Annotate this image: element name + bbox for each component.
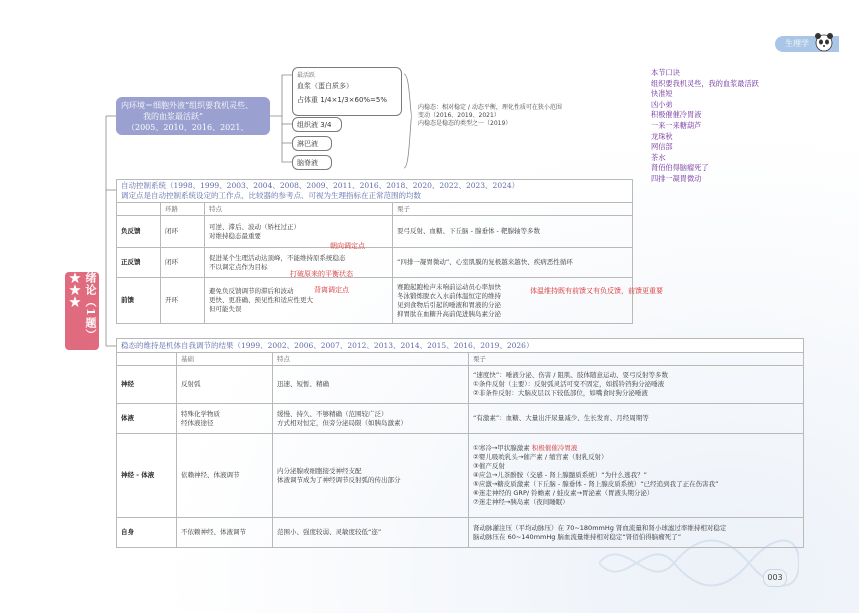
table2-header-basis: 基础 bbox=[177, 353, 273, 366]
row-label-autoregulation: 自身 bbox=[117, 518, 177, 548]
homeostasis-note bbox=[418, 104, 608, 128]
note-line1: 内稳态：相对稳定 / 动态平衡，理化性质可在狭小范围 bbox=[418, 104, 562, 111]
table1-title-row bbox=[117, 180, 633, 203]
table-row bbox=[117, 248, 633, 278]
row-basis bbox=[177, 404, 273, 434]
mnemonic-line: 本节口诀 bbox=[651, 68, 680, 77]
table1-title-line2: 调定点是自动控制系统设定的工作点、比较器的参考点、可视为生理指标在正常范围的均数 bbox=[121, 191, 421, 200]
cerebrospinal-fluid: 脑脊液 bbox=[292, 155, 332, 170]
example-line: ②非条件反射：大脑皮层以下较低部位，如嘴食时狗分泌唾液 bbox=[473, 389, 648, 397]
root-years: （2005、2010、2016、2021、2025） bbox=[127, 123, 249, 143]
row-loop: 闭环 bbox=[161, 248, 205, 278]
row-feature bbox=[273, 404, 469, 434]
mnemonic-line: 组织要我机灵些，我的血浆最活跃 bbox=[651, 78, 759, 88]
row-label-positive-feedback: 正反馈 bbox=[117, 248, 161, 278]
row-example: “四排一凝胃微动”、心室肌膜的复极越来越快、疾病恶性循环 bbox=[393, 248, 633, 278]
feature-line: 但可能失误 bbox=[209, 305, 242, 313]
table2-header-feature: 特点 bbox=[273, 353, 469, 366]
row-feature bbox=[205, 278, 393, 324]
mnemonic-line: 四排一凝胃微动 bbox=[651, 173, 702, 183]
row-loop: 闭环 bbox=[161, 216, 205, 248]
mnemonic-notes bbox=[651, 68, 851, 185]
example-line: “速度快”：唾液分泌、伤害 / 阻肌、肢体随意运动、耍弓反射等多数 bbox=[473, 371, 669, 379]
mnemonic-line: 网信部 bbox=[651, 142, 673, 152]
feature-line: 对维持稳态最重要 bbox=[209, 231, 261, 240]
feature-line: 方式相对恒定，但旁分泌局限（如胰岛激素） bbox=[277, 418, 407, 427]
row-basis: 不依赖神经、体液调节 bbox=[177, 518, 273, 548]
example-line: 冬泳锻炼脱衣入水前体温恒定的维持 bbox=[397, 291, 501, 300]
group-title: 最活跃 bbox=[297, 72, 316, 79]
table-row bbox=[117, 518, 804, 548]
row-feature: 范围小、强度较弱、灵敏度较低“迩” bbox=[273, 518, 469, 548]
example-line: 肾动脉灌注压（平均动脉压）在 70~180mmHg 肾血流量和肾小球滤过率维持相对稳定 bbox=[473, 523, 727, 532]
example-line: ⑥迷走神经的 GRP/ 铃蟾素 / 蛙皮素→胃泌素（胃液头期分泌） bbox=[473, 489, 654, 497]
row-basis: 反射弧 bbox=[177, 366, 273, 404]
table2-header-example: 栗子 bbox=[469, 353, 804, 366]
table-row bbox=[117, 434, 804, 518]
annotation-body-temperature: 体温维持既有前馈又有负反馈，前馈更重要 bbox=[530, 287, 663, 295]
page-number: 003 bbox=[763, 569, 787, 587]
feature-line: 促进某个生理活动达顶峰，不能维持原系统稳态 bbox=[209, 253, 346, 262]
feature-line: 体液调节成为了神经调节反射弧的传出部分 bbox=[277, 475, 401, 484]
feature-line: 缓慢、持久、不够精确（范围较广泛） bbox=[277, 409, 388, 418]
example-line: ③催产反射 bbox=[473, 462, 505, 470]
root-line2: 我的血浆最活跃” bbox=[143, 112, 204, 121]
example-text: ①寒冷→甲状腺激素 bbox=[473, 444, 530, 452]
group-line2: 占体重 1/4×1/3×60%=5% bbox=[297, 96, 388, 104]
table1-title bbox=[117, 180, 633, 203]
example-line: ⑦迷走神经→胰岛素（夜间睡眠） bbox=[473, 498, 569, 506]
table1-header-loop: 环路 bbox=[161, 203, 205, 216]
internal-environment-box bbox=[116, 97, 270, 143]
handwritten-note: 积极催催冷胃液 bbox=[531, 444, 578, 452]
interstitial-fluid: 组织液 3/4 bbox=[292, 117, 342, 132]
example-line: ①条件反射（主要）：反射弧灵活可变不固定，如摇铃铛狗分泌唾液 bbox=[473, 380, 665, 388]
mnemonic-line: 凶小弟 bbox=[651, 99, 673, 109]
row-label-neuro-humoral: 神经 - 体液 bbox=[117, 434, 177, 518]
row-label-humoral: 体液 bbox=[117, 404, 177, 434]
annotation-toward-setpoint: 朝向调定点 bbox=[330, 242, 365, 250]
feature-line: 更快、更准确、预见性和适应性更大 bbox=[209, 296, 313, 304]
row-example bbox=[469, 434, 804, 518]
row-label-feedforward: 前馈 bbox=[117, 278, 161, 324]
mnemonic-line: 龙珠秋 bbox=[651, 131, 673, 141]
feature-line: 不以调定点作为目标 bbox=[209, 262, 268, 271]
feature-line: 内分泌腺或细胞接受神经支配 bbox=[277, 466, 362, 475]
row-example bbox=[469, 366, 804, 404]
row-feature bbox=[273, 434, 469, 518]
feature-line: 可逆、滞后、波动（矫枉过正） bbox=[209, 222, 300, 231]
row-example: 耍弓反射、血糖、下丘脑 - 腺垂体 - 靶腺轴等多数 bbox=[393, 216, 633, 248]
row-label-negative-feedback: 负反馈 bbox=[117, 216, 161, 248]
chapter-label: 绪论（1题）★★★ bbox=[68, 272, 97, 341]
example-line bbox=[473, 444, 799, 453]
example-line: 抑胃肽在血糖升高前促进胰岛素分泌 bbox=[397, 309, 501, 318]
basis-line: 经体液途径 bbox=[181, 418, 214, 427]
row-example: “有激素”：血糖、大量出汗尿量减少、生长发育、月经周期等 bbox=[469, 404, 804, 434]
row-example bbox=[393, 278, 633, 324]
annotation-break-balance: 打破原来的平衡状态 bbox=[290, 270, 353, 278]
row-example bbox=[469, 518, 804, 548]
subject-label: 生理学 bbox=[785, 39, 809, 48]
annotation-away-setpoint: 背离调定点 bbox=[314, 286, 349, 294]
basis-line: 特殊化学物质 bbox=[181, 409, 220, 418]
table2-title: 稳态的维持是机体自我调节的结果（1999、2002、2006、2007、2012、2013、2014、2015、2016、2019、2026） bbox=[117, 339, 804, 353]
plasma-group bbox=[292, 67, 402, 116]
note-line3: 内稳态是稳态的类型之一（2019） bbox=[418, 120, 512, 127]
table-row bbox=[117, 216, 633, 248]
example-line: ④应急→儿茶酚胺（交感 - 肾上腺髓质系统）“为什么逃我？” bbox=[473, 471, 647, 479]
example-line: 脑动脉压在 60~140mmHg 脑血流量维持相对稳定“肾佰伯得脑瘤死了” bbox=[473, 532, 682, 541]
control-system-table bbox=[116, 179, 633, 324]
mnemonic-line: 一来一来糖葫芦 bbox=[651, 120, 702, 130]
table2-header-empty bbox=[117, 353, 177, 366]
row-feature: 迅速、短暂、精确 bbox=[273, 366, 469, 404]
table2-header-row bbox=[117, 353, 804, 366]
table1-header-empty bbox=[117, 203, 161, 216]
group-line1: 血浆（蛋白质多） bbox=[297, 82, 353, 90]
example-line: 赛跑起跑枪声未响前运动员心率加快 bbox=[397, 282, 501, 291]
table-row bbox=[117, 366, 804, 404]
feature-line: 避免负反馈调节的滞后和波动 bbox=[209, 287, 294, 295]
root-line1: 内环境＝细胞外液“组织要我机灵些、 bbox=[121, 101, 254, 110]
mnemonic-line: 肾佰伯得脑瘤死了 bbox=[651, 163, 709, 173]
row-label-neural: 神经 bbox=[117, 366, 177, 404]
table1-header-row bbox=[117, 203, 633, 216]
table1-header-example: 栗子 bbox=[393, 203, 633, 216]
example-line: ⑤应激→糖皮质激素（下丘脑 - 腺垂体 - 肾上腺皮质系统）“已经追到我了正在伤害我” bbox=[473, 480, 719, 488]
table-row bbox=[117, 278, 633, 324]
table1-title-line1: 自动控制系统（1998、1999、2003、2004、2008、2009、2011、2016、2018、2020、2022、2023、2024） bbox=[121, 181, 520, 190]
example-line: ②婴儿吸吮乳头→催产素 / 缩宫素（射乳反射） bbox=[473, 453, 608, 461]
mnemonic-line: 积极催催冷胃液 bbox=[651, 110, 702, 120]
table2-title-row bbox=[117, 339, 804, 353]
table1-header-feature: 特点 bbox=[205, 203, 393, 216]
lymph-fluid: 淋巴液 bbox=[292, 136, 332, 151]
row-basis: 依赖神经、体液调节 bbox=[177, 434, 273, 518]
example-line: 见到食物后引起的唾液和胃液的分泌 bbox=[397, 300, 501, 309]
regulation-table bbox=[116, 338, 804, 548]
mnemonic-line: 快准短 bbox=[651, 89, 673, 99]
row-loop: 开环 bbox=[161, 278, 205, 324]
mnemonic-line: 茶水 bbox=[651, 152, 666, 162]
table-row bbox=[117, 404, 804, 434]
note-line2: 变动（2016、2019、2021） bbox=[418, 112, 500, 119]
